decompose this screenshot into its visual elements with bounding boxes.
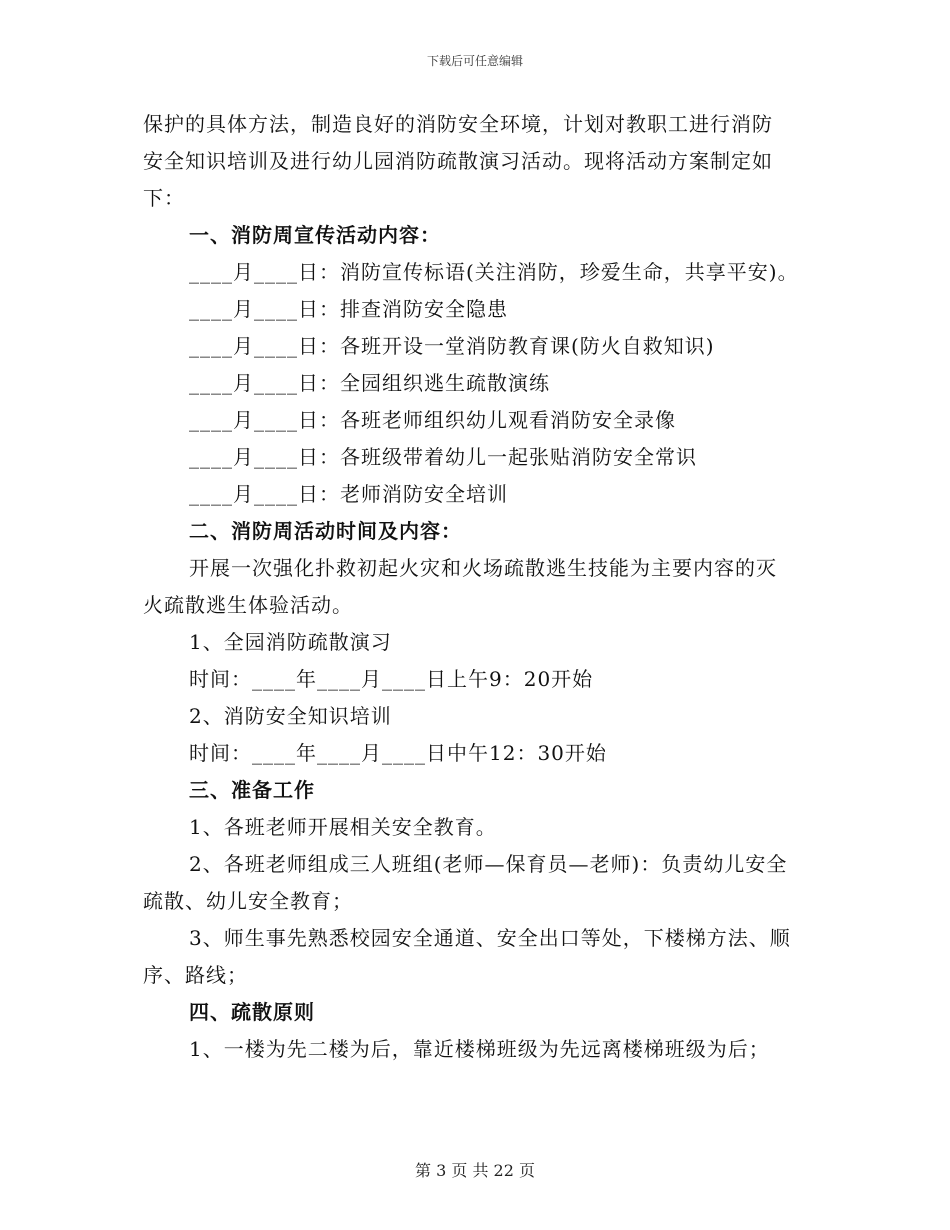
prep-item-2-line-2: 疏散、幼儿安全教育； xyxy=(143,889,353,913)
prep-item-3-line-2: 序、路线； xyxy=(143,963,248,987)
schedule-item: ____月____日：排查消防安全隐患 xyxy=(189,297,508,321)
prep-item-3-line-1: 3、师生事先熟悉校园安全通道、安全出口等处，下楼梯方法、顺 xyxy=(189,926,791,950)
schedule-item: ____月____日：各班老师组织幼儿观看消防安全录像 xyxy=(189,408,676,432)
page-header: 下载后可任意编辑 xyxy=(426,54,523,68)
page-footer: 第 3 页 共 22 页 xyxy=(415,1161,535,1180)
section2-para-line-2: 火疏散逃生体验活动。 xyxy=(143,593,353,617)
intro-line-3: 下： xyxy=(143,186,185,210)
principle-item-1: 1、一楼为先二楼为后，靠近楼梯班级为先远离楼梯班级为后； xyxy=(189,1037,770,1061)
section2-heading: 二、消防周活动时间及内容： xyxy=(189,519,462,543)
section1-heading: 一、消防周宣传活动内容： xyxy=(189,223,441,247)
prep-item-1: 1、各班老师开展相关安全教育。 xyxy=(189,815,497,839)
schedule-item: ____月____日：全园组织逃生疏散演练 xyxy=(189,371,550,395)
schedule-item: ____月____日：消防宣传标语(关注消防，珍爱生命，共享平安)。 xyxy=(189,260,799,284)
section3-heading: 三、准备工作 xyxy=(189,778,315,802)
training-title: 2、消防安全知识培训 xyxy=(189,704,392,728)
drill-title: 1、全园消防疏散演习 xyxy=(189,630,392,654)
training-time: 时间：____年____月____日中午12：30开始 xyxy=(189,741,607,765)
schedule-item: ____月____日：各班级带着幼儿一起张贴消防安全常识 xyxy=(189,445,697,469)
schedule-item: ____月____日：老师消防安全培训 xyxy=(189,482,508,506)
drill-time: 时间：____年____月____日上午9：20开始 xyxy=(189,667,594,691)
schedule-item: ____月____日：各班开设一堂消防教育课(防火自救知识) xyxy=(189,334,715,358)
document-body xyxy=(143,106,813,1068)
intro-line-1: 保护的具体方法，制造良好的消防安全环境，计划对教职工进行消防 xyxy=(143,112,773,136)
prep-item-2-line-1: 2、各班老师组成三人班组(老师—保育员—老师)：负责幼儿安全 xyxy=(189,852,788,876)
section2-para-line-1: 开展一次强化扑救初起火灾和火场疏散逃生技能为主要内容的灭 xyxy=(189,556,777,580)
section4-heading: 四、疏散原则 xyxy=(189,1000,315,1024)
intro-line-2: 安全知识培训及进行幼儿园消防疏散演习活动。现将活动方案制定如 xyxy=(143,149,773,173)
